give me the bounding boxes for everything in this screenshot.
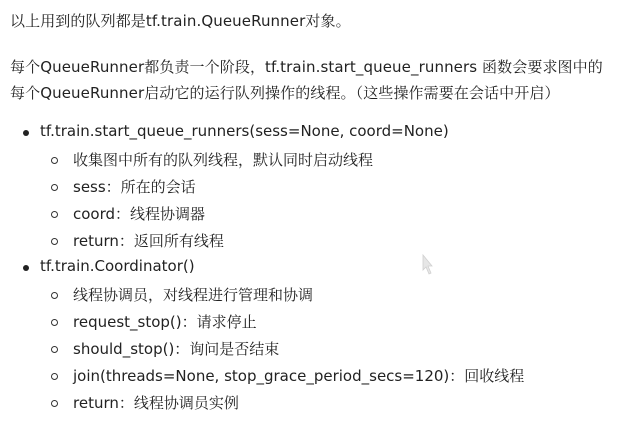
hollow-circle-bullet	[51, 319, 58, 326]
sub-list-item: request_stop()：请求停止	[73, 313, 257, 331]
hollow-circle-bullet	[51, 292, 58, 299]
hollow-circle-bullet	[51, 238, 58, 245]
intro-paragraph: 以上用到的队列都是tf.train.QueueRunner对象。	[10, 12, 351, 30]
sub-list-item: join(threads=None, stop_grace_period_secs=120)：回收线程	[73, 367, 525, 385]
description-line-1: 每个QueueRunner都负责一个阶段，tf.train.start_queue_runners 函数会要求图中的	[10, 58, 603, 76]
mouse-cursor-icon	[421, 254, 433, 276]
hollow-circle-bullet	[51, 373, 58, 380]
hollow-circle-bullet	[51, 211, 58, 218]
sub-list-item: 收集图中所有的队列线程，默认同时启动线程	[73, 151, 374, 169]
sub-list-item: coord：线程协调器	[73, 205, 206, 223]
hollow-circle-bullet	[51, 400, 58, 407]
list-item-label: tf.train.Coordinator()	[40, 257, 195, 275]
sub-list-item: return：返回所有线程	[73, 232, 224, 250]
hollow-circle-bullet	[51, 346, 58, 353]
sub-list-item: should_stop()：询问是否结束	[73, 340, 280, 358]
bullet-dot	[23, 265, 29, 271]
sub-list-item: sess：所在的会话	[73, 178, 196, 196]
sub-list-item: return：线程协调员实例	[73, 394, 239, 412]
bullet-dot	[23, 130, 29, 136]
sub-list-item: 线程协调员，对线程进行管理和协调	[73, 286, 314, 304]
hollow-circle-bullet	[51, 157, 58, 164]
description-line-2: 每个QueueRunner启动它的运行队列操作的线程。（这些操作需要在会话中开启）	[10, 84, 560, 102]
list-item-label: tf.train.start_queue_runners(sess=None, coord=None)	[40, 122, 449, 140]
hollow-circle-bullet	[51, 184, 58, 191]
